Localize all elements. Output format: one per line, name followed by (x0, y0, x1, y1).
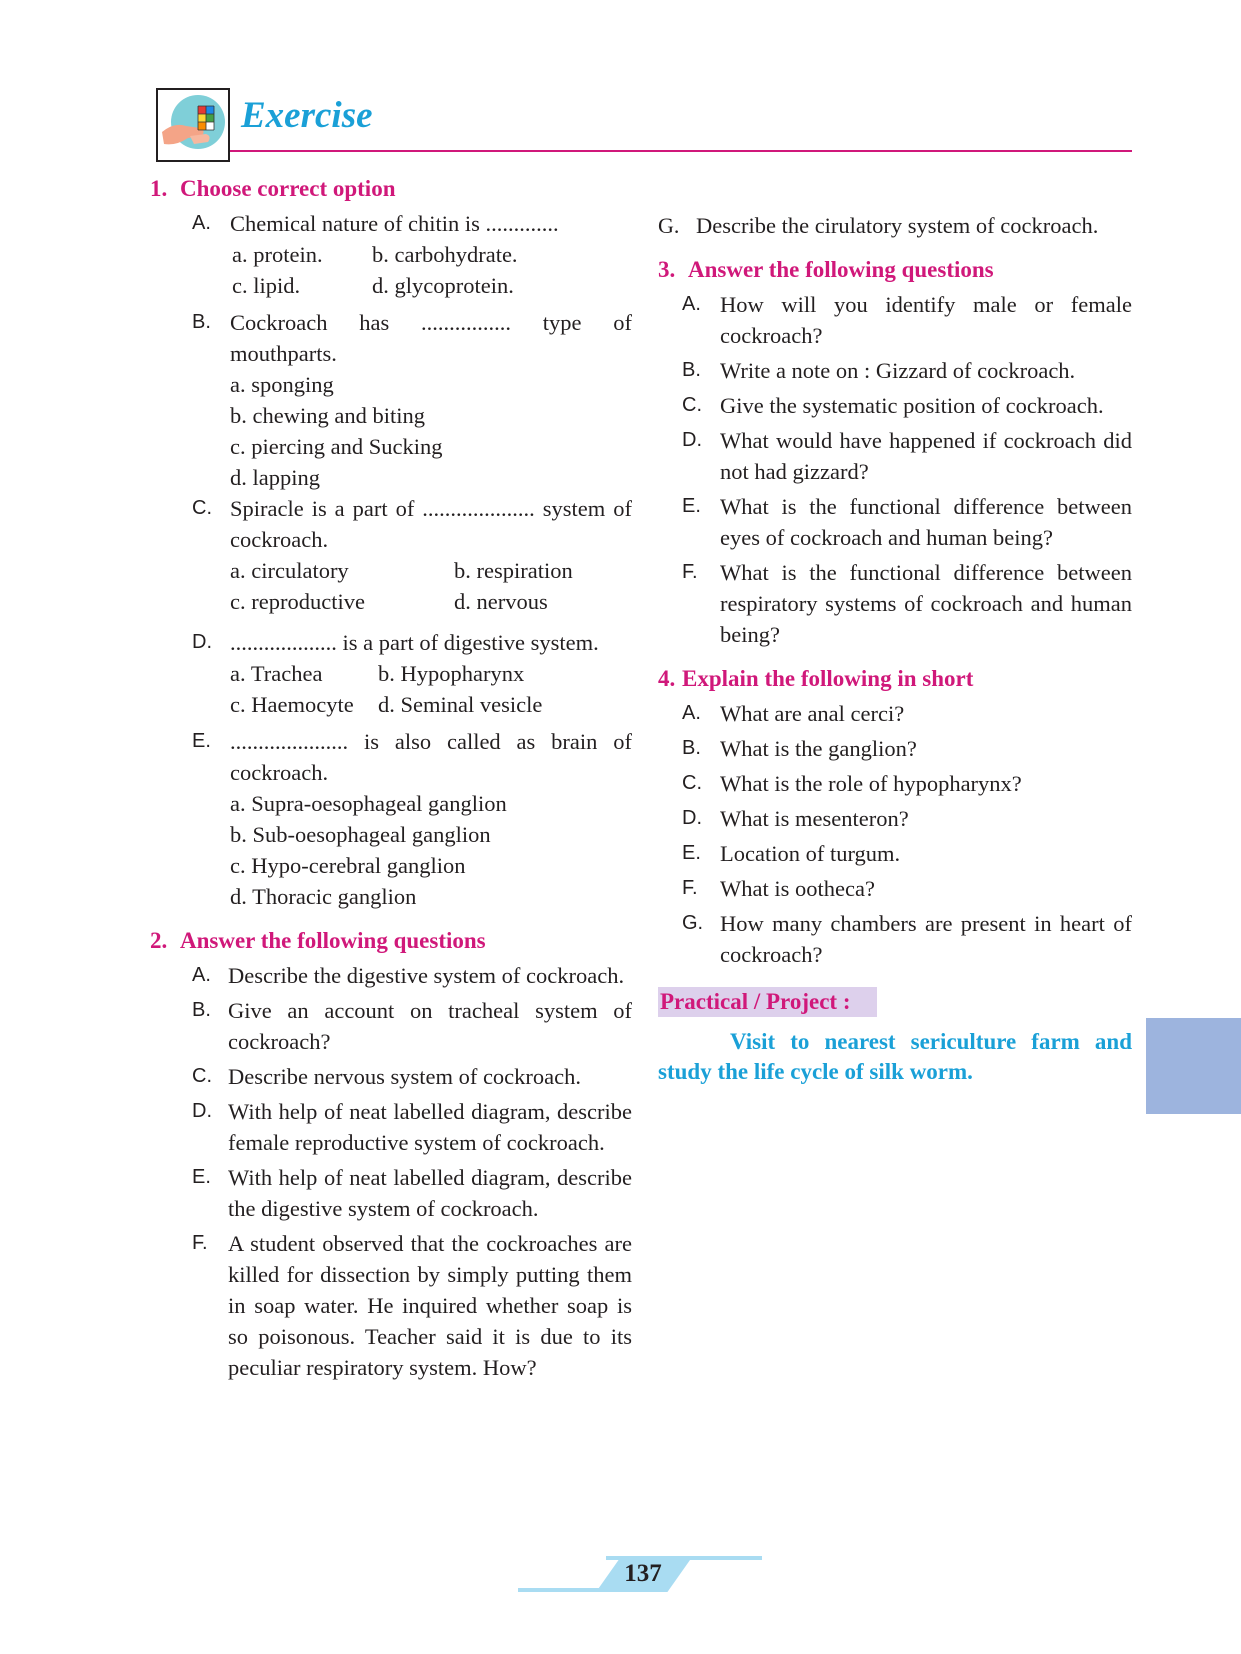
question-3b: B. Write a note on : Gizzard of cockroach. (658, 355, 1132, 386)
question-text: What would have happened if cockroach did not had gizzard? (720, 428, 1132, 484)
option: a. circulatory (230, 558, 349, 583)
option: c. lipid. (232, 273, 301, 298)
option: b. respiration (454, 558, 573, 583)
question-2a: A. Describe the digestive system of cockroach. (156, 960, 632, 991)
question-text: Describe nervous system of cockroach. (228, 1064, 582, 1089)
section-4-heading: 4. Explain the following in short (658, 666, 974, 691)
question-2d: D. With help of neat labelled diagram, describe female reproductive system of cockroach. (156, 1096, 632, 1158)
question-text: What is the functional difference between respiratory systems of cockroach and human being? (720, 560, 1132, 647)
option: c. Hypo-cerebral ganglion (230, 853, 466, 878)
question-text: What is the ganglion? (720, 736, 917, 761)
question-1a: A. Chemical nature of chitin is ............. a. protein. b. carbohydrate. c. lipid. d. glycoprotein. (156, 208, 632, 301)
right-column (658, 210, 1132, 1087)
exercise-header (156, 88, 1132, 164)
question-3f: F. What is the functional difference between respiratory systems of cockroach and human being? (658, 557, 1132, 650)
page-title: Exercise (241, 95, 373, 136)
question-text: Describe the cirulatory system of cockroach. (696, 213, 1099, 238)
section-3-heading: 3. Answer the following questions (658, 257, 994, 282)
question-4a: A. What are anal cerci? (658, 698, 1132, 729)
question-1d: D. ................... is a part of digestive system. a. Trachea b. Hypopharynx c. Haemocyte d. Seminal vesicle (156, 627, 632, 720)
question-text: What is mesenteron? (720, 806, 909, 831)
option: c. piercing and Sucking (230, 434, 443, 459)
question-4b: B. What is the ganglion? (658, 733, 1132, 764)
question-2g: G. Describe the cirulatory system of cockroach. (622, 210, 1132, 241)
question-text: Write a note on : Gizzard of cockroach. (720, 358, 1076, 383)
left-column (150, 174, 632, 1383)
question-4e: E. Location of turgum. (658, 838, 1132, 869)
option: d. glycoprotein. (372, 273, 514, 298)
question-2e: E. With help of neat labelled diagram, describe the digestive system of cockroach. (156, 1162, 632, 1224)
question-1e: E. ..................... is also called as brain of cockroach. a. Supra-oesophageal ganglion b. Sub-oesophageal ganglion c. Hypo-cerebral ganglion d. Thoracic ganglion (156, 726, 632, 912)
option: c. Haemocyte (230, 692, 354, 717)
section-2-heading: 2. Answer the following questions (150, 928, 486, 953)
option: b. chewing and biting (230, 403, 425, 428)
rubiks-cube-hand-icon (156, 88, 230, 162)
question-2c: C. Describe nervous system of cockroach. (156, 1061, 632, 1092)
question-text: Give the systematic position of cockroach. (720, 393, 1104, 418)
question-text: With help of neat labelled diagram, describe female reproductive system of cockroach. (228, 1099, 632, 1155)
question-4g: G. How many chambers are present in heart of cockroach? (658, 908, 1132, 970)
option: a. Trachea (230, 661, 323, 686)
question-text: How many chambers are present in heart of cockroach? (720, 911, 1132, 967)
question-text: Spiracle is a part of .................... system of cockroach. (230, 496, 632, 552)
question-text: What is ootheca? (720, 876, 875, 901)
question-2f: F. A student observed that the cockroaches are killed for dissection by simply putting them in soap water. He inquired whether soap is so poisonous. Teacher said it is due to its peculiar respiratory system. How? (156, 1228, 632, 1383)
option: b. carbohydrate. (372, 242, 518, 267)
question-text: With help of neat labelled diagram, describe the digestive system of cockroach. (228, 1165, 632, 1221)
option: d. Thoracic ganglion (230, 884, 417, 909)
option: d. Seminal vesicle (378, 692, 543, 717)
question-3d: D. What would have happened if cockroach did not had gizzard? (658, 425, 1132, 487)
practical-project-heading: Practical / Project : (658, 987, 877, 1017)
page-number-badge (518, 1556, 768, 1594)
option: a. protein. (232, 242, 323, 267)
option: b. Hypopharynx (378, 661, 525, 686)
question-text: What are anal cerci? (720, 701, 905, 726)
option: d. lapping (230, 465, 320, 490)
options-1d (230, 658, 632, 720)
question-text: Describe the digestive system of cockroach. (228, 963, 625, 988)
question-text: ................... is a part of digestive system. (230, 630, 599, 655)
chapter-side-tab (1146, 1018, 1241, 1114)
option: a. Supra-oesophageal ganglion (230, 791, 507, 816)
question-2b: B. Give an account on tracheal system of cockroach? (156, 995, 632, 1057)
option: b. Sub-oesophageal ganglion (230, 822, 491, 847)
question-text: A student observed that the cockroaches are killed for dissection by simply putting them in soap water. He inquired whether soap is so poisonous. Teacher said it is due to its peculiar respiratory system. How? (228, 1231, 632, 1380)
option: a. sponging (230, 372, 334, 397)
question-1b: B. Cockroach has ................ type of mouthparts. a. sponging b. chewing and biting c. piercing and Sucking d. lapping (156, 307, 632, 493)
question-text: What is the role of hypopharynx? (720, 771, 1022, 796)
option: c. reproductive (230, 589, 365, 614)
question-text: ..................... is also called as brain of cockroach. (230, 729, 632, 785)
question-3c: C. Give the systematic position of cockroach. (658, 390, 1132, 421)
page-number: 137 (624, 1560, 662, 1587)
question-4d: D. What is mesenteron? (658, 803, 1132, 834)
section-1-heading: 1. Choose correct option (150, 176, 396, 201)
option: d. nervous (454, 589, 548, 614)
question-text: Location of turgum. (720, 841, 901, 866)
question-text: What is the functional difference between eyes of cockroach and human being? (720, 494, 1132, 550)
question-1c: C. Spiracle is a part of .................... system of cockroach. a. circulatory b. respiration c. reproductive d. nervous (156, 493, 632, 617)
options-1a (230, 239, 632, 301)
question-3e: E. What is the functional difference between eyes of cockroach and human being? (658, 491, 1132, 553)
question-4c: C. What is the role of hypopharynx? (658, 768, 1132, 799)
title-underline (230, 150, 1132, 152)
question-text: Cockroach has ................ type of mouthparts. (230, 310, 632, 366)
question-text: Chemical nature of chitin is ............. (230, 211, 559, 236)
question-4f: F. What is ootheca? (658, 873, 1132, 904)
question-text: How will you identify male or female cockroach? (720, 292, 1132, 348)
question-text: Give an account on tracheal system of cockroach? (228, 998, 632, 1054)
practical-project-text: Visit to nearest sericulture farm and study the life cycle of silk worm. (658, 1029, 1132, 1084)
question-3a: A. How will you identify male or female cockroach? (658, 289, 1132, 351)
options-1c (230, 555, 632, 617)
